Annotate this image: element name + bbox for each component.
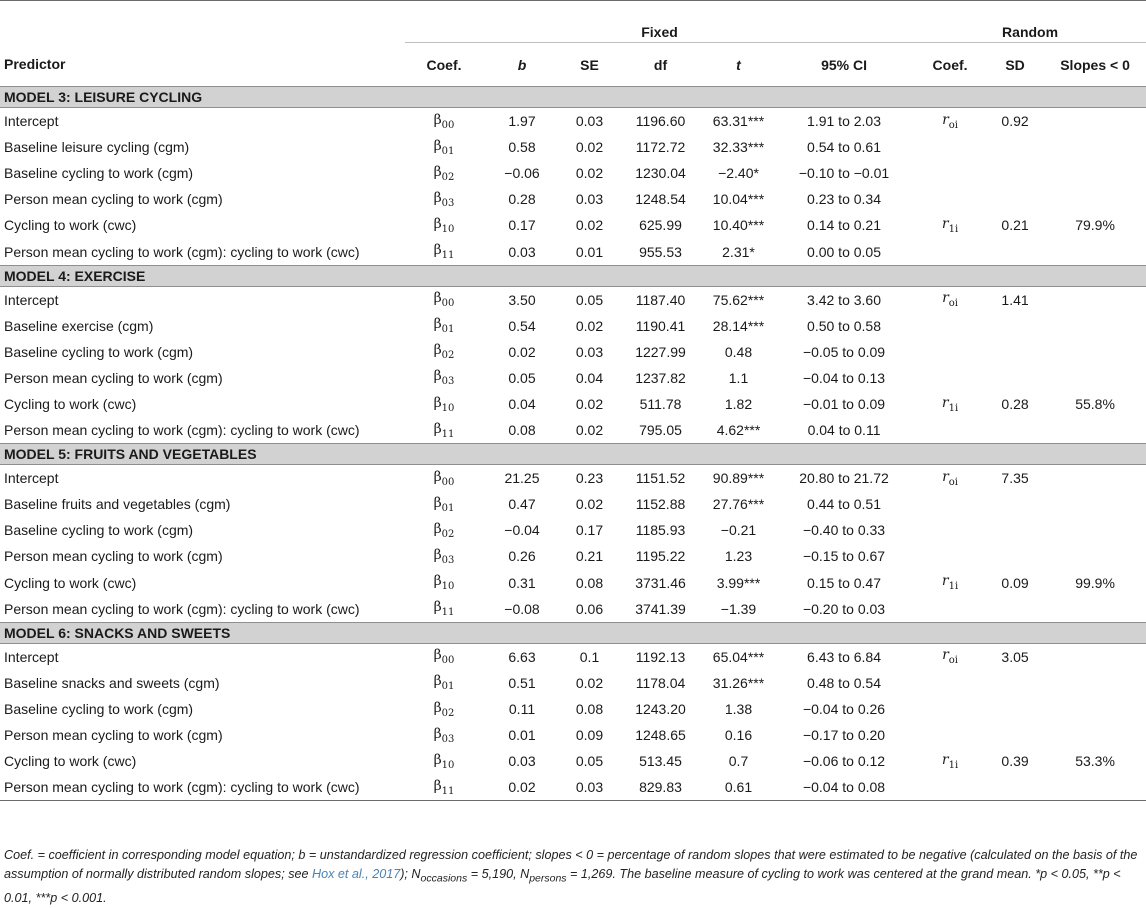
value-cell-ci: 0.04 to 0.11 xyxy=(807,422,881,439)
value-cell-sd: 0.28 xyxy=(1001,395,1029,412)
value-cell-df: 1151.52 xyxy=(635,470,686,487)
value-cell-b: 0.01 xyxy=(508,727,536,744)
random-coef-cell xyxy=(914,722,986,748)
value-cell-ci: −0.10 to −0.01 xyxy=(798,165,890,182)
predictor-cell: Intercept xyxy=(4,648,59,665)
value-cell-b: 0.04 xyxy=(508,395,536,412)
value-cell-slopes xyxy=(1044,696,1146,722)
value-cell-df: 1237.82 xyxy=(635,369,686,386)
value-cell-se: 0.03 xyxy=(575,343,604,360)
predictor-cell: Person mean cycling to work (cgm) xyxy=(4,369,223,386)
value-cell-sd: 0.92 xyxy=(1001,113,1029,130)
coef-cell: $\beta_{00}$ xyxy=(433,468,455,488)
value-cell-t: 28.14*** xyxy=(712,317,765,334)
value-cell-df: 511.78 xyxy=(639,395,682,412)
coef-cell: $\beta_{10}$ xyxy=(433,216,455,235)
col-se: SE xyxy=(580,56,599,73)
col-predictor: Predictor xyxy=(4,56,66,73)
random-coef-cell: $r_{oi}$ xyxy=(942,647,958,667)
value-cell-t: 4.62*** xyxy=(716,422,761,439)
value-cell-se: 0.06 xyxy=(575,600,604,617)
table-row xyxy=(0,491,1146,517)
value-cell-df: 513.45 xyxy=(639,753,682,770)
value-cell-se: 0.08 xyxy=(575,574,604,591)
table-row xyxy=(0,134,1146,160)
value-cell-se: 0.02 xyxy=(575,139,604,156)
value-cell-slopes: 53.3% xyxy=(1075,753,1115,770)
value-cell-slopes xyxy=(1044,517,1146,543)
value-cell-t: −2.40* xyxy=(718,165,759,182)
value-cell-slopes: 99.9% xyxy=(1075,574,1115,591)
value-cell-sd: 0.09 xyxy=(1001,574,1029,591)
value-cell-b: 0.03 xyxy=(508,753,536,770)
value-cell-sd: 0.21 xyxy=(1001,217,1029,234)
col-random-coef: Coef. xyxy=(932,56,968,73)
coef-cell: $\beta_{02}$ xyxy=(433,520,455,540)
value-cell-sd: 1.41 xyxy=(1001,291,1029,308)
model-title: MODEL 4: EXERCISE xyxy=(0,265,1146,286)
value-cell-sd xyxy=(986,491,1044,517)
value-cell-se: 0.04 xyxy=(575,369,604,386)
value-cell-se: 0.02 xyxy=(575,317,604,334)
coef-cell: $\beta_{10}$ xyxy=(433,394,455,414)
col-coef: Coef. xyxy=(426,56,462,73)
table-row xyxy=(0,212,1146,238)
table-row xyxy=(0,543,1146,569)
coef-cell: $\beta_{01}$ xyxy=(433,494,455,514)
random-coef-cell xyxy=(914,365,986,391)
predictor-cell: Intercept xyxy=(4,113,59,130)
fixed-group-header: Fixed xyxy=(405,1,914,43)
value-cell-t: 65.04*** xyxy=(712,648,765,665)
col-sd: SD xyxy=(1005,56,1025,73)
predictor-cell: Cycling to work (cwc) xyxy=(4,753,137,770)
citation-link[interactable]: Hox et al., 2017 xyxy=(312,867,401,881)
table-row xyxy=(0,748,1146,774)
value-cell-se: 0.17 xyxy=(575,522,604,539)
coef-cell: $\beta_{03}$ xyxy=(433,368,455,388)
value-cell-t: 0.16 xyxy=(724,727,753,744)
random-coef-cell xyxy=(914,186,986,212)
predictor-cell: Baseline leisure cycling (cgm) xyxy=(4,139,190,156)
random-coef-cell xyxy=(914,339,986,365)
random-coef-cell xyxy=(914,543,986,569)
table-row xyxy=(0,517,1146,543)
value-cell-sd xyxy=(986,543,1044,569)
coef-cell: $\beta_{00}$ xyxy=(433,647,455,667)
value-cell-slopes xyxy=(1044,643,1146,670)
table-row xyxy=(0,696,1146,722)
model-section-header xyxy=(0,622,1146,643)
value-cell-se: 0.01 xyxy=(575,243,604,260)
value-cell-se: 0.02 xyxy=(575,165,604,182)
value-cell-se: 0.02 xyxy=(575,395,604,412)
value-cell-b: 0.05 xyxy=(508,369,536,386)
value-cell-slopes xyxy=(1044,365,1146,391)
value-cell-ci: −0.40 to 0.33 xyxy=(802,522,886,539)
value-cell-sd xyxy=(986,238,1044,265)
predictor-cell: Person mean cycling to work (cgm): cycling to work (cwc) xyxy=(4,243,360,260)
value-cell-se: 0.02 xyxy=(575,496,604,513)
predictor-cell: Cycling to work (cwc) xyxy=(4,574,137,591)
coef-cell: $\beta_{02}$ xyxy=(433,699,455,719)
value-cell-slopes xyxy=(1044,670,1146,696)
predictor-cell: Intercept xyxy=(4,470,59,487)
header-column-row xyxy=(0,43,1146,87)
random-coef-cell xyxy=(914,670,986,696)
predictor-cell: Cycling to work (cwc) xyxy=(4,395,137,412)
value-cell-sd: 0.39 xyxy=(1001,753,1029,770)
value-cell-df: 1227.99 xyxy=(635,343,686,360)
value-cell-se: 0.03 xyxy=(575,113,604,130)
value-cell-t: 75.62*** xyxy=(712,291,765,308)
value-cell-ci: 3.42 to 3.60 xyxy=(807,291,881,308)
value-cell-sd xyxy=(986,670,1044,696)
value-cell-t: 1.23 xyxy=(724,548,753,565)
table-row xyxy=(0,391,1146,417)
value-cell-slopes xyxy=(1044,186,1146,212)
value-cell-slopes xyxy=(1044,238,1146,265)
value-cell-slopes xyxy=(1044,543,1146,569)
coef-cell: $\beta_{00}$ xyxy=(433,290,455,309)
value-cell-sd xyxy=(986,186,1044,212)
model-section-header xyxy=(0,444,1146,465)
value-cell-ci: −0.20 to 0.03 xyxy=(802,600,886,617)
value-cell-ci: 0.44 to 0.51 xyxy=(807,496,881,513)
predictor-cell: Baseline cycling to work (cgm) xyxy=(4,700,194,717)
value-cell-df: 3731.46 xyxy=(635,574,686,591)
value-cell-b: 0.17 xyxy=(508,217,536,234)
table-footnote: Coef. = coefficient in corresponding model equation; b = unstandardized regression coefficient; slopes < 0 = percentage of random slopes that were estimated to be negative (calculated on the basis of the assumption of normally distributed random slopes; see Hox et al., 2017); $N_{occasions} = 5,190$, $N_{persons} = 1,269$. The baseline measure of cycling to work was centered at the grand mean. *p < 0.05, **p < 0.01, ***p < 0.001. xyxy=(4,848,1138,905)
model-section-header xyxy=(0,87,1146,108)
coef-cell: $\beta_{01}$ xyxy=(433,673,455,693)
predictor-cell: Person mean cycling to work (cgm) xyxy=(4,548,223,565)
value-cell-df: 3741.39 xyxy=(635,600,686,617)
predictor-cell: Person mean cycling to work (cgm) xyxy=(4,191,223,208)
value-cell-df: 1243.20 xyxy=(635,700,686,717)
value-cell-ci: 0.15 to 0.47 xyxy=(807,574,881,591)
col-t: t xyxy=(736,56,741,73)
coef-cell: $\beta_{03}$ xyxy=(433,725,455,745)
table-row xyxy=(0,643,1146,670)
value-cell-t: 1.82 xyxy=(724,395,753,412)
table-row xyxy=(0,417,1146,444)
value-cell-df: 625.99 xyxy=(639,217,682,234)
value-cell-ci: −0.01 to 0.09 xyxy=(802,395,886,412)
value-cell-t: 0.7 xyxy=(728,753,749,770)
value-cell-df: 829.83 xyxy=(639,779,682,796)
value-cell-t: 10.04*** xyxy=(712,191,765,208)
value-cell-slopes xyxy=(1044,722,1146,748)
random-coef-cell xyxy=(914,313,986,339)
coef-cell: $\beta_{10}$ xyxy=(433,573,455,592)
table-row xyxy=(0,313,1146,339)
value-cell-t: 0.48 xyxy=(724,343,753,360)
random-coef-cell xyxy=(914,774,986,801)
table-row xyxy=(0,286,1146,313)
value-cell-se: 0.1 xyxy=(579,648,600,665)
value-cell-ci: 20.80 to 21.72 xyxy=(799,470,889,487)
model-title: MODEL 5: FRUITS AND VEGETABLES xyxy=(0,444,1146,465)
value-cell-df: 795.05 xyxy=(639,422,682,439)
value-cell-se: 0.08 xyxy=(575,700,604,717)
col-df: df xyxy=(653,56,668,73)
value-cell-df: 1248.65 xyxy=(635,727,686,744)
value-cell-sd xyxy=(986,774,1044,801)
value-cell-ci: 0.54 to 0.61 xyxy=(807,139,881,156)
value-cell-t: 10.40*** xyxy=(712,217,765,234)
value-cell-slopes xyxy=(1044,313,1146,339)
table-row xyxy=(0,160,1146,186)
value-cell-ci: −0.04 to 0.13 xyxy=(802,369,886,386)
value-cell-ci: 0.23 to 0.34 xyxy=(807,191,881,208)
value-cell-se: 0.02 xyxy=(575,217,604,234)
value-cell-sd xyxy=(986,417,1044,444)
col-slopes: Slopes < 0 xyxy=(1060,56,1130,73)
random-coef-cell: $r_{oi}$ xyxy=(942,111,958,131)
value-cell-b: 0.58 xyxy=(508,139,536,156)
coef-cell: $\beta_{03}$ xyxy=(433,189,455,209)
value-cell-sd xyxy=(986,339,1044,365)
value-cell-slopes xyxy=(1044,596,1146,623)
coef-cell: $\beta_{11}$ xyxy=(433,777,455,797)
random-coef-cell xyxy=(914,696,986,722)
value-cell-t: 1.38 xyxy=(724,700,753,717)
value-cell-b: 6.63 xyxy=(508,648,536,665)
value-cell-t: 90.89*** xyxy=(712,470,765,487)
value-cell-df: 1248.54 xyxy=(635,191,686,208)
random-coef-cell: $r_{1i}$ xyxy=(941,394,959,414)
value-cell-df: 1152.88 xyxy=(635,496,686,513)
value-cell-b: 1.97 xyxy=(508,113,536,130)
coef-cell: $\beta_{01}$ xyxy=(433,137,455,157)
value-cell-sd xyxy=(986,596,1044,623)
value-cell-t: 31.26*** xyxy=(712,674,765,691)
predictor-cell: Baseline fruits and vegetables (cgm) xyxy=(4,496,231,513)
value-cell-ci: 0.50 to 0.58 xyxy=(807,317,881,334)
col-b: b xyxy=(517,56,527,73)
table-row xyxy=(0,774,1146,801)
value-cell-b: 21.25 xyxy=(504,470,540,487)
table-body xyxy=(0,87,1146,801)
value-cell-ci: 0.48 to 0.54 xyxy=(807,674,881,691)
value-cell-sd xyxy=(986,517,1044,543)
value-cell-sd: 7.35 xyxy=(1001,470,1029,487)
coef-cell: $\beta_{03}$ xyxy=(433,547,455,566)
value-cell-ci: 1.91 to 2.03 xyxy=(807,113,881,130)
value-cell-b: 0.02 xyxy=(508,779,536,796)
random-coef-cell: $r_{1i}$ xyxy=(941,573,959,592)
table-row xyxy=(0,238,1146,265)
value-cell-slopes xyxy=(1044,417,1146,444)
value-cell-df: 1190.41 xyxy=(635,317,686,334)
value-cell-sd xyxy=(986,160,1044,186)
value-cell-slopes xyxy=(1044,339,1146,365)
value-cell-df: 1185.93 xyxy=(635,522,686,539)
coef-cell: $\beta_{11}$ xyxy=(433,420,455,440)
coef-cell: $\beta_{00}$ xyxy=(433,111,455,131)
random-group-header: Random xyxy=(914,1,1146,43)
random-coef-cell xyxy=(914,238,986,265)
value-cell-slopes xyxy=(1044,465,1146,492)
coef-cell: $\beta_{02}$ xyxy=(433,163,455,183)
random-coef-cell: $r_{1i}$ xyxy=(941,751,959,771)
value-cell-t: −1.39 xyxy=(720,600,757,617)
table-row xyxy=(0,108,1146,135)
value-cell-t: 0.61 xyxy=(724,779,753,796)
model-title: MODEL 6: SNACKS AND SWEETS xyxy=(0,622,1146,643)
value-cell-ci: −0.05 to 0.09 xyxy=(802,343,886,360)
model-title: MODEL 3: LEISURE CYCLING xyxy=(0,87,1146,108)
value-cell-b: 3.50 xyxy=(508,291,536,308)
value-cell-df: 1187.40 xyxy=(635,291,686,308)
random-coef-cell xyxy=(914,491,986,517)
model-section-header xyxy=(0,265,1146,286)
value-cell-slopes xyxy=(1044,160,1146,186)
coef-cell: $\beta_{10}$ xyxy=(433,751,455,771)
value-cell-df: 1178.04 xyxy=(635,674,686,691)
predictor-cell: Baseline cycling to work (cgm) xyxy=(4,343,194,360)
coef-cell: $\beta_{11}$ xyxy=(433,242,455,261)
random-coef-cell xyxy=(914,134,986,160)
table-row xyxy=(0,722,1146,748)
value-cell-t: 2.31* xyxy=(722,243,755,260)
value-cell-t: 32.33*** xyxy=(712,139,765,156)
value-cell-sd xyxy=(986,365,1044,391)
value-cell-se: 0.05 xyxy=(575,291,604,308)
value-cell-df: 1230.04 xyxy=(635,165,686,182)
value-cell-slopes: 55.8% xyxy=(1075,395,1115,412)
table-row xyxy=(0,670,1146,696)
value-cell-ci: −0.17 to 0.20 xyxy=(802,727,886,744)
value-cell-slopes xyxy=(1044,286,1146,313)
value-cell-df: 1195.22 xyxy=(635,548,686,565)
value-cell-sd xyxy=(986,134,1044,160)
table-row xyxy=(0,570,1146,596)
predictor-cell: Person mean cycling to work (cgm): cycling to work (cwc) xyxy=(4,422,360,439)
value-cell-se: 0.23 xyxy=(575,470,604,487)
value-cell-b: 0.31 xyxy=(508,574,536,591)
random-coef-cell: $r_{1i}$ xyxy=(941,216,959,235)
value-cell-slopes xyxy=(1044,491,1146,517)
value-cell-ci: −0.15 to 0.67 xyxy=(802,548,886,565)
value-cell-sd xyxy=(986,696,1044,722)
value-cell-b: 0.54 xyxy=(508,317,536,334)
predictor-cell: Intercept xyxy=(4,291,59,308)
value-cell-se: 0.05 xyxy=(575,753,604,770)
value-cell-df: 1192.13 xyxy=(635,648,686,665)
random-coef-cell xyxy=(914,160,986,186)
predictor-cell: Baseline snacks and sweets (cgm) xyxy=(4,674,220,691)
col-ci: 95% CI xyxy=(821,56,867,73)
value-cell-slopes xyxy=(1044,774,1146,801)
random-coef-cell: $r_{oi}$ xyxy=(942,468,958,488)
value-cell-b: 0.02 xyxy=(508,343,536,360)
value-cell-b: 0.03 xyxy=(508,243,536,260)
table-row xyxy=(0,186,1146,212)
predictor-cell: Baseline exercise (cgm) xyxy=(4,317,154,334)
value-cell-ci: −0.06 to 0.12 xyxy=(802,753,886,770)
coef-cell: $\beta_{01}$ xyxy=(433,316,455,336)
random-coef-cell xyxy=(914,596,986,623)
value-cell-slopes xyxy=(1044,134,1146,160)
value-cell-df: 955.53 xyxy=(639,243,682,260)
table-row xyxy=(0,365,1146,391)
value-cell-df: 1172.72 xyxy=(635,139,686,156)
value-cell-t: 3.99*** xyxy=(716,574,761,591)
value-cell-ci: −0.04 to 0.08 xyxy=(802,779,886,796)
value-cell-se: 0.03 xyxy=(575,779,604,796)
predictor-cell: Baseline cycling to work (cgm) xyxy=(4,522,194,539)
random-coef-cell: $r_{oi}$ xyxy=(942,290,958,309)
value-cell-b: 0.08 xyxy=(508,422,536,439)
table-row xyxy=(0,465,1146,492)
value-cell-b: 0.47 xyxy=(508,496,536,513)
value-cell-t: 27.76*** xyxy=(712,496,765,513)
predictor-cell: Person mean cycling to work (cgm): cycling to work (cwc) xyxy=(4,600,360,617)
value-cell-b: −0.08 xyxy=(504,600,540,617)
value-cell-ci: 6.43 to 6.84 xyxy=(807,648,881,665)
value-cell-se: 0.09 xyxy=(575,727,604,744)
predictor-cell: Baseline cycling to work (cgm) xyxy=(4,165,194,182)
value-cell-b: 0.28 xyxy=(508,191,536,208)
value-cell-sd xyxy=(986,313,1044,339)
value-cell-slopes xyxy=(1044,108,1146,135)
value-cell-b: 0.51 xyxy=(508,674,536,691)
value-cell-t: 1.1 xyxy=(728,369,749,386)
table-row xyxy=(0,339,1146,365)
value-cell-se: 0.02 xyxy=(575,674,604,691)
value-cell-slopes: 79.9% xyxy=(1075,217,1115,234)
value-cell-b: −0.04 xyxy=(504,522,540,539)
value-cell-sd xyxy=(986,722,1044,748)
random-coef-cell xyxy=(914,417,986,444)
coef-cell: $\beta_{02}$ xyxy=(433,342,455,362)
value-cell-b: 0.11 xyxy=(508,700,536,717)
value-cell-se: 0.21 xyxy=(575,548,604,565)
value-cell-t: 63.31*** xyxy=(712,113,765,130)
value-cell-df: 1196.60 xyxy=(635,113,686,130)
value-cell-ci: −0.04 to 0.26 xyxy=(802,700,886,717)
value-cell-se: 0.03 xyxy=(575,191,604,208)
value-cell-ci: 0.00 to 0.05 xyxy=(807,243,881,260)
value-cell-ci: 0.14 to 0.21 xyxy=(807,217,881,234)
header-blank xyxy=(0,1,405,43)
value-cell-b: −0.06 xyxy=(504,165,540,182)
random-coef-cell xyxy=(914,517,986,543)
value-cell-sd: 3.05 xyxy=(1001,648,1029,665)
predictor-cell: Cycling to work (cwc) xyxy=(4,217,137,234)
coef-cell: $\beta_{11}$ xyxy=(433,599,455,619)
value-cell-t: −0.21 xyxy=(720,522,757,539)
predictor-cell: Person mean cycling to work (cgm) xyxy=(4,727,223,744)
value-cell-b: 0.26 xyxy=(508,548,536,565)
header-group-row xyxy=(0,1,1146,43)
predictor-cell: Person mean cycling to work (cgm): cycling to work (cwc) xyxy=(4,779,360,796)
value-cell-se: 0.02 xyxy=(575,422,604,439)
table-row xyxy=(0,596,1146,623)
